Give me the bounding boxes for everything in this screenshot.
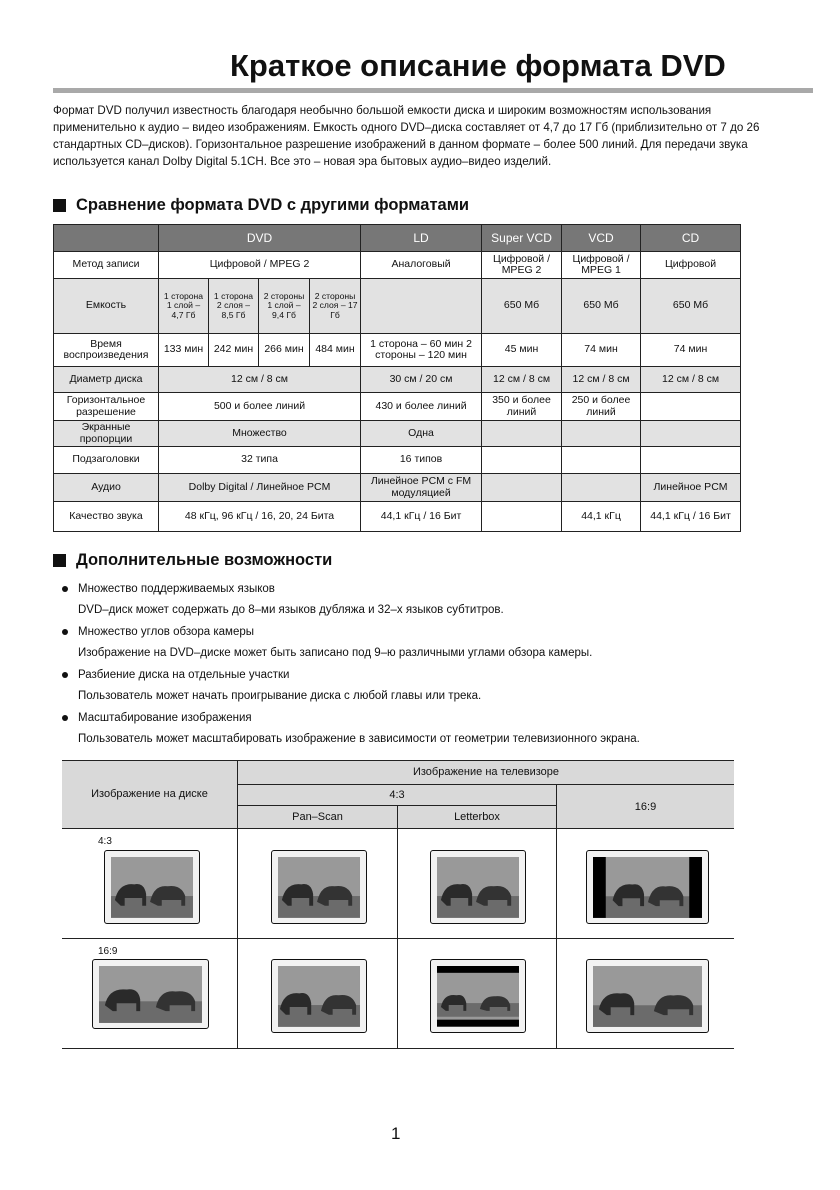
feature-title: Множество углов обзора камеры bbox=[62, 621, 782, 643]
page-title: Краткое описание формата DVD bbox=[230, 48, 726, 83]
cell-cd bbox=[641, 421, 741, 447]
grid-line bbox=[556, 784, 557, 1049]
row-label: Емкость bbox=[54, 279, 159, 334]
aspect-ratio-table bbox=[62, 760, 734, 1049]
cell-vcd: 250 и более линий bbox=[562, 393, 641, 421]
cell-dvd-time: 242 мин bbox=[209, 334, 259, 367]
cell-ld: 44,1 кГц / 16 Бит bbox=[361, 502, 482, 532]
row-169-label: 16:9 bbox=[98, 946, 118, 957]
ratio-169-header: 16:9 bbox=[557, 785, 734, 828]
list-item bbox=[62, 621, 782, 664]
header-cd: CD bbox=[641, 225, 741, 252]
cell-dvd-time: 484 мин bbox=[310, 334, 361, 367]
table-row bbox=[54, 421, 741, 447]
table-row bbox=[54, 367, 741, 393]
elephants-image bbox=[278, 857, 360, 918]
row-label: Подзаголовки bbox=[54, 447, 159, 474]
table-row bbox=[54, 474, 741, 502]
panscan-43-thumbnail bbox=[271, 850, 367, 924]
row-label: Диаметр диска bbox=[54, 367, 159, 393]
section-comparison-title: Сравнение формата DVD с другими форматами bbox=[76, 196, 470, 214]
cell-cd bbox=[641, 393, 741, 421]
cell-dvd: 500 и более линий bbox=[159, 393, 361, 421]
list-item bbox=[62, 578, 782, 621]
feature-title: Масштабирование изображения bbox=[62, 707, 782, 729]
cell-ld: 1 сторона – 60 мин 2 стороны – 120 мин bbox=[361, 334, 482, 367]
cell-vcd bbox=[562, 474, 641, 502]
wide-169-thumbnail bbox=[586, 959, 709, 1033]
cell-dvd-capacity: 2 стороны 2 слоя – 17 Гб bbox=[310, 279, 361, 334]
feature-desc: Пользователь может начать проигрывание диска с любой главы или трека. bbox=[78, 690, 482, 702]
pillarbox-elephants-image bbox=[593, 857, 702, 918]
letterbox-header: Letterbox bbox=[398, 806, 556, 828]
cell-cd bbox=[641, 447, 741, 474]
cell-dvd-capacity: 1 сторона 2 слоя – 8,5 Гб bbox=[209, 279, 259, 334]
row-label: Время воспроизведения bbox=[54, 334, 159, 367]
grid-line bbox=[62, 1048, 734, 1049]
cell-dvd-time: 266 мин bbox=[259, 334, 310, 367]
cell-dvd-capacity: 1 сторона 1 слой – 4,7 Гб bbox=[159, 279, 209, 334]
cell-dvd: Множество bbox=[159, 421, 361, 447]
cell-dvd: 12 см / 8 см bbox=[159, 367, 361, 393]
cell-cd: Линейное PCM bbox=[641, 474, 741, 502]
cell-cd: 74 мин bbox=[641, 334, 741, 367]
cell-cd: 650 Мб bbox=[641, 279, 741, 334]
ratio-43-header: 4:3 bbox=[238, 785, 556, 805]
cell-svcd bbox=[482, 474, 562, 502]
cell-svcd: 12 см / 8 см bbox=[482, 367, 562, 393]
row-label: Метод записи bbox=[54, 252, 159, 279]
header-ld: LD bbox=[361, 225, 482, 252]
cell-dvd: Dolby Digital / Линейное PCM bbox=[159, 474, 361, 502]
cell-dvd-capacity: 2 стороны 1 слой – 9,4 Гб bbox=[259, 279, 310, 334]
cell-svcd bbox=[482, 421, 562, 447]
row-label: Экранные пропорции bbox=[54, 421, 159, 447]
elephants-image bbox=[278, 966, 360, 1027]
cell-svcd: Цифровой / MPEG 2 bbox=[482, 252, 562, 279]
feature-title: Разбиение диска на отдельные участки bbox=[62, 664, 782, 686]
header-dvd: DVD bbox=[159, 225, 361, 252]
elephants-image bbox=[437, 857, 519, 918]
letterbox-elephants-image bbox=[437, 966, 519, 1027]
cell-dvd: Цифровой / MPEG 2 bbox=[159, 252, 361, 279]
header-vcd: VCD bbox=[562, 225, 641, 252]
table-row bbox=[54, 447, 741, 474]
section-features-heading bbox=[53, 551, 332, 570]
cell-dvd: 48 кГц, 96 кГц / 16, 20, 24 Бита bbox=[159, 502, 361, 532]
feature-title: Множество поддерживаемых языков bbox=[62, 578, 782, 600]
table-header-row bbox=[54, 225, 741, 252]
tv-image-header: Изображение на телевизоре bbox=[238, 760, 734, 784]
cell-vcd bbox=[562, 447, 641, 474]
cell-vcd bbox=[562, 421, 641, 447]
wide-43-thumbnail bbox=[586, 850, 709, 924]
grid-line bbox=[238, 784, 734, 785]
cell-cd: 12 см / 8 см bbox=[641, 367, 741, 393]
cell-svcd: 45 мин bbox=[482, 334, 562, 367]
section-comparison-heading bbox=[53, 196, 469, 215]
table-row bbox=[54, 252, 741, 279]
grid-line bbox=[62, 938, 734, 939]
cell-vcd: 74 мин bbox=[562, 334, 641, 367]
section-bullet-icon bbox=[53, 554, 66, 567]
format-comparison-table bbox=[53, 224, 741, 532]
cell-cd: 44,1 кГц / 16 Бит bbox=[641, 502, 741, 532]
feature-desc: Изображение на DVD–диске может быть записано под 9–ю различными углами обзора камеры. bbox=[78, 647, 593, 659]
table-row bbox=[54, 393, 741, 421]
letterbox-43-thumbnail bbox=[430, 850, 526, 924]
cell-svcd bbox=[482, 502, 562, 532]
cell-vcd: Цифровой / MPEG 1 bbox=[562, 252, 641, 279]
title-rule bbox=[53, 88, 813, 93]
list-item bbox=[62, 707, 782, 750]
grid-line bbox=[397, 805, 398, 1049]
grid-line bbox=[62, 760, 734, 761]
grid-line bbox=[62, 828, 734, 829]
table-row bbox=[54, 279, 741, 334]
disk-43-thumbnail bbox=[104, 850, 200, 924]
elephants-image bbox=[99, 966, 202, 1023]
cell-dvd: 32 типа bbox=[159, 447, 361, 474]
cell-ld: 430 и более линий bbox=[361, 393, 482, 421]
table-row bbox=[54, 502, 741, 532]
row-label: Аудио bbox=[54, 474, 159, 502]
cell-dvd-time: 133 мин bbox=[159, 334, 209, 367]
intro-paragraph: Формат DVD получил известность благодаря необычно большой емкости диска и широким возможностям использования применительно к аудио – видео изображениям. Емкость одного DVD–диска составляет от 4,7 до 17 Гб (приблизительно от 7 до 26 стандартных CD–дисков). Горизонтальное разрешение изображений в данном формате – более 500 линий. Для передачи звука используется канал Dolby Digital 5.1CH. Все это – новая эра бытовых аудио–видео изделий. bbox=[53, 104, 760, 168]
cell-cd: Цифровой bbox=[641, 252, 741, 279]
section-bullet-icon bbox=[53, 199, 66, 212]
page-number: 1 bbox=[391, 1124, 401, 1143]
features-list bbox=[62, 578, 782, 750]
disk-image-header: Изображение на диске bbox=[62, 760, 237, 828]
elephants-image bbox=[111, 857, 193, 918]
row-43-label: 4:3 bbox=[98, 836, 112, 847]
cell-ld: Аналоговый bbox=[361, 252, 482, 279]
cell-ld: 30 см / 20 см bbox=[361, 367, 482, 393]
panscan-169-thumbnail bbox=[271, 959, 367, 1033]
cell-vcd: 44,1 кГц bbox=[562, 502, 641, 532]
header-svcd: Super VCD bbox=[482, 225, 562, 252]
panscan-header: Pan–Scan bbox=[238, 806, 397, 828]
feature-desc: Пользователь может масштабировать изображение в зависимости от геометрии телевизионного экрана. bbox=[78, 733, 640, 745]
cell-svcd: 350 и более линий bbox=[482, 393, 562, 421]
elephants-image bbox=[593, 966, 702, 1027]
cell-ld bbox=[361, 279, 482, 334]
letterbox-169-thumbnail bbox=[430, 959, 526, 1033]
cell-svcd: 650 Мб bbox=[482, 279, 562, 334]
cell-ld: Линейное PCM с FM модуляцией bbox=[361, 474, 482, 502]
cell-vcd: 12 см / 8 см bbox=[562, 367, 641, 393]
cell-ld: 16 типов bbox=[361, 447, 482, 474]
row-label: Горизонтальное разрешение bbox=[54, 393, 159, 421]
section-features-title: Дополнительные возможности bbox=[76, 551, 333, 569]
list-item bbox=[62, 664, 782, 707]
grid-line bbox=[237, 760, 238, 1049]
disk-169-thumbnail bbox=[92, 959, 209, 1029]
table-row bbox=[54, 334, 741, 367]
cell-ld: Одна bbox=[361, 421, 482, 447]
row-label: Качество звука bbox=[54, 502, 159, 532]
cell-svcd bbox=[482, 447, 562, 474]
feature-desc: DVD–диск может содержать до 8–ми языков дубляжа и 32–х языков субтитров. bbox=[78, 604, 504, 616]
header-empty bbox=[54, 225, 159, 252]
cell-vcd: 650 Мб bbox=[562, 279, 641, 334]
